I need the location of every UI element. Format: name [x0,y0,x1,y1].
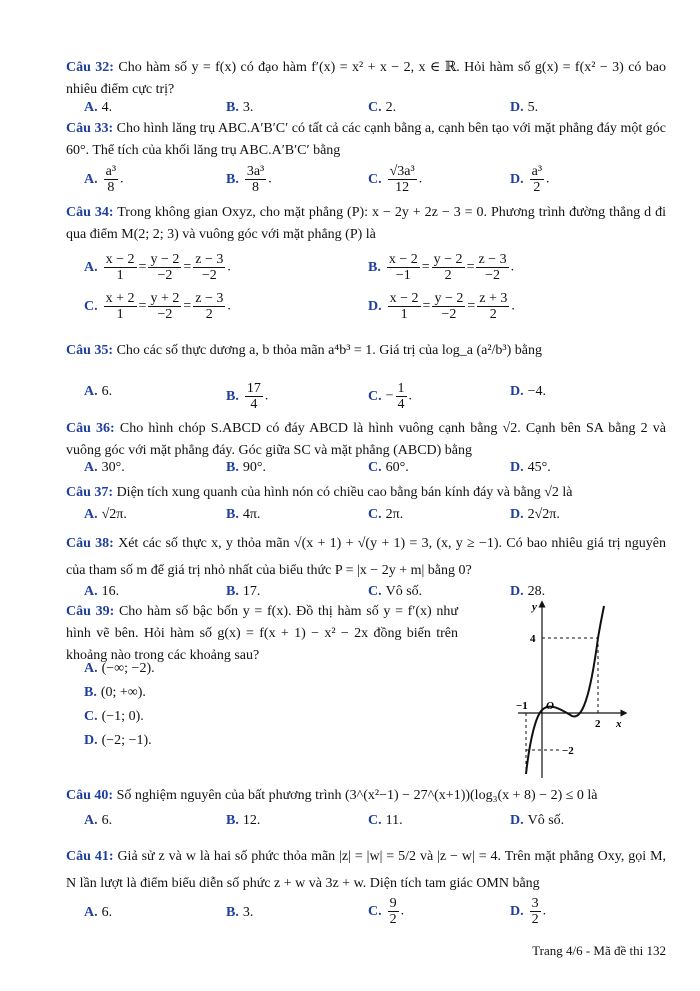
question-text: Trong không gian Oxyz, cho mặt phẳng (P): x − 2y + 2z − 3 = 0. Phương trình đường thẳng d đi qua điểm M(2; 2; 3) và vuông góc với mặt phẳng (P) là [66,205,667,242]
derivative-graph [512,598,630,780]
option-key: A. [84,171,98,187]
question-label: Câu 40: [66,788,114,803]
page-footer: Trang 4/6 - Mã đề thi 132 [532,943,666,958]
option-b [226,902,253,924]
option-key: D. [510,507,524,522]
option-a [84,457,125,479]
option-value: −4. [527,384,547,399]
option-key: A. [84,661,98,676]
question-label: Câu 34: [66,205,114,220]
option-d [510,381,546,403]
option-key: C. [84,298,98,314]
question-38 [66,530,666,584]
question-text: Cho hình lăng trụ ABC.A′B′C′ có tất cả các cạnh bằng a, cạnh bên tạo với mặt phẳng đáy một góc 60°. Thể tích của khối lăng trụ ABC.A′B′C′ bằng [66,121,666,158]
option-value: 16. [101,584,120,599]
question-35 [66,340,666,362]
option-key: B. [226,100,239,115]
option-d [510,97,538,119]
option-key: C. [368,813,382,828]
option-c: C. $\frac{9}{2}$ . [368,896,405,927]
option-value: (−2; −1). [101,733,152,748]
option-b [226,97,253,119]
question-text: Xét các số thực x, y thỏa mãn √(x + 1) + √(y + 1) = 3, (x, y ≥ −1). Có bao nhiêu giá trị nguyên của tham số m để giá trị nhỏ nhất của biểu thức P = |x − 2y + m| bằng 0? [66,536,667,578]
option-value: 2√2π. [527,507,560,522]
x-tick-minus1: −1 [516,700,528,712]
question-40 [66,785,666,807]
option-value: 60°. [385,460,409,475]
option-value: 90°. [242,460,266,475]
option-key: B. [226,171,239,187]
option-value: (−1; 0). [101,709,144,724]
option-d: D. $\frac{3}{2}$ . [510,896,547,927]
question-text: Diện tích xung quanh của hình nón có chiều cao bằng bán kính đáy và bằng √2 là [116,485,573,500]
question-34 [66,202,666,246]
option-value: Vô số. [385,584,423,599]
option-c: C. − $\frac{1}{4}$ . [368,381,413,412]
option-d: D. $\frac{\text{a³}}{2}$ . [510,164,550,195]
question-label: Câu 38: [66,536,114,551]
fraction: $\frac{9}{2}$ [389,896,397,927]
option-value: (−∞; −2). [101,661,155,676]
option-key: C. [368,903,382,919]
option-value: 30°. [101,460,125,475]
option-value: Vô số. [527,813,565,828]
option-key: B. [226,813,239,828]
option-key: D. [510,460,524,475]
question-text: Cho hàm số bậc bốn y = f(x). Đồ thị hàm số y = f′(x) như hình vẽ bên. Hỏi hàm số g(x) = f(x + 1) − x² − 2x đồng biến trên khoảng nào trong các khoảng sau? [66,604,458,663]
question-text: Số nghiệm nguyên của bất phương trình (3^(x²−1) − 27^(x+1))(log₃(x + 8) − 2) ≤ 0 là [116,788,598,803]
option-b [226,581,260,603]
fraction: $\frac{17}{4}$ [246,381,261,412]
y-tick-4: 4 [530,633,536,645]
fraction: $\frac{\text{3a³}}{8}$ [246,164,265,195]
option-value: 6. [101,813,113,828]
question-36 [66,418,666,462]
question-41 [66,843,666,897]
option-d [510,457,551,479]
option-b [84,682,146,704]
option-a [84,810,112,832]
question-33 [66,118,666,162]
option-value: 11. [385,813,403,828]
option-key: D. [368,298,382,314]
option-d [84,730,152,752]
option-value: 4. [101,100,113,115]
option-value: 3. [242,905,254,920]
option-key: C. [368,100,382,115]
option-c [84,706,144,728]
option-d [510,504,560,526]
option-key: D. [510,171,524,187]
fraction: $\frac{\text{√3a³}}{12}$ [389,164,415,195]
option-b [226,504,260,526]
x-axis-label: x [616,718,622,730]
option-key: D. [510,384,524,399]
option-value: 6. [101,384,113,399]
option-key: D. [510,584,524,599]
option-c [368,810,403,832]
option-key: C. [368,507,382,522]
option-key: A. [84,460,98,475]
option-value: 5. [527,100,539,115]
option-key: C. [368,388,382,404]
question-label: Câu 36: [66,421,115,436]
fraction: $\frac{\text{a³}}{2}$ [531,164,543,195]
option-value: 45°. [527,460,551,475]
option-a [84,902,112,924]
option-c: C. $\frac{\text{√3a³}}{12}$ . [368,164,423,195]
option-b: B. $\frac{\text{3a³}}{8}$ . [226,164,272,195]
option-value: 2π. [385,507,404,522]
option-key: A. [84,507,98,522]
option-key: A. [84,384,98,399]
option-d: D. $\frac{x - 2}{1}$ = $\frac{y - 2}{-2}$ = $\frac{z + 3}{2}$ . [368,291,515,322]
option-value: 28. [527,584,546,599]
option-key: D. [510,903,524,919]
question-37 [66,482,666,504]
question-label: Câu 33: [66,121,114,136]
question-32 [66,57,666,101]
option-key: C. [368,171,382,187]
question-text: Cho hình chóp S.ABCD có đáy ABCD là hình vuông cạnh bằng √2. Cạnh bên SA bằng 2 và vuông góc với mặt phẳng đáy. Góc giữa SC và mặt phẳng (ABCD) bằng [66,421,666,458]
option-c [368,97,396,119]
question-label: Câu 32: [66,60,114,75]
option-b: B. $\frac{x - 2}{-1}$ = $\frac{y - 2}{2}$ = $\frac{z - 3}{-2}$ . [368,252,515,283]
option-value: √2π. [101,507,127,522]
option-value: 3. [242,100,254,115]
option-a [84,581,119,603]
option-key: B. [84,685,97,700]
option-b [226,457,266,479]
option-d [510,810,564,832]
y-axis-label: y [532,601,537,613]
option-b: B. $\frac{17}{4}$ . [226,381,269,412]
question-label: Câu 37: [66,485,114,500]
option-key: D. [84,733,98,748]
origin-label: O [546,700,554,712]
option-a: A. $\frac{x - 2}{1}$ = $\frac{y - 2}{-2}$ = $\frac{z - 3}{-2}$ . [84,252,231,283]
option-value: 17. [242,584,261,599]
option-key: D. [510,813,524,828]
fraction: $\frac{3}{2}$ [531,896,539,927]
question-text: Giả sử z và w là hai số phức thỏa mãn |z| = |w| = 5/2 và |z − w| = 4. Trên mặt phẳng Oxy, gọi M, N lần lượt là điểm biểu diễn số phức z + w và 3z + w. Diện tích tam giác OMN bằng [66,849,667,891]
question-text: Cho các số thực dương a, b thỏa mãn a⁴b³ = 1. Giá trị của log_a (a²/b³) bằng [116,343,543,358]
question-label: Câu 39: [66,604,115,619]
option-value: 4π. [242,507,261,522]
option-key: B. [226,584,239,599]
option-c [368,581,422,603]
option-value: 6. [101,905,113,920]
option-key: B. [226,905,239,920]
option-c [368,457,409,479]
option-key: A. [84,813,98,828]
option-key: B. [226,460,239,475]
option-key: A. [84,905,98,920]
option-key: C. [368,584,382,599]
option-key: A. [84,584,98,599]
option-key: B. [226,507,239,522]
option-c: C. $\frac{x + 2}{1}$ = $\frac{y + 2}{-2}$ = $\frac{z - 3}{2}$ . [84,291,231,322]
fraction: $\frac{1}{4}$ [397,381,405,412]
option-key: A. [84,100,98,115]
question-text: Cho hàm số y = f(x) có đạo hàm f′(x) = x² + x − 2, x ∈ ℝ. Hỏi hàm số g(x) = f(x² − 3) có bao nhiêu điểm cực trị? [66,60,667,97]
option-a: A. $\frac{\text{a³}}{8}$ . [84,164,124,195]
option-key: B. [368,259,381,275]
y-tick-minus2: −2 [562,745,574,757]
option-value: (0; +∞). [100,685,146,700]
option-key: D. [510,100,524,115]
x-tick-2: 2 [595,718,601,730]
option-key: A. [84,259,98,275]
option-key: B. [226,388,239,404]
option-a [84,381,112,403]
question-label: Câu 35: [66,343,114,358]
option-value: 12. [242,813,261,828]
option-b [226,810,260,832]
option-a [84,658,155,680]
option-c [368,504,403,526]
option-a [84,97,112,119]
option-value: 2. [385,100,397,115]
question-label: Câu 41: [66,849,114,864]
option-key: C. [84,709,98,724]
option-key: C. [368,460,382,475]
option-a [84,504,127,526]
minus-sign: − [385,388,394,404]
fraction: $\frac{\text{a³}}{8}$ [105,164,117,195]
